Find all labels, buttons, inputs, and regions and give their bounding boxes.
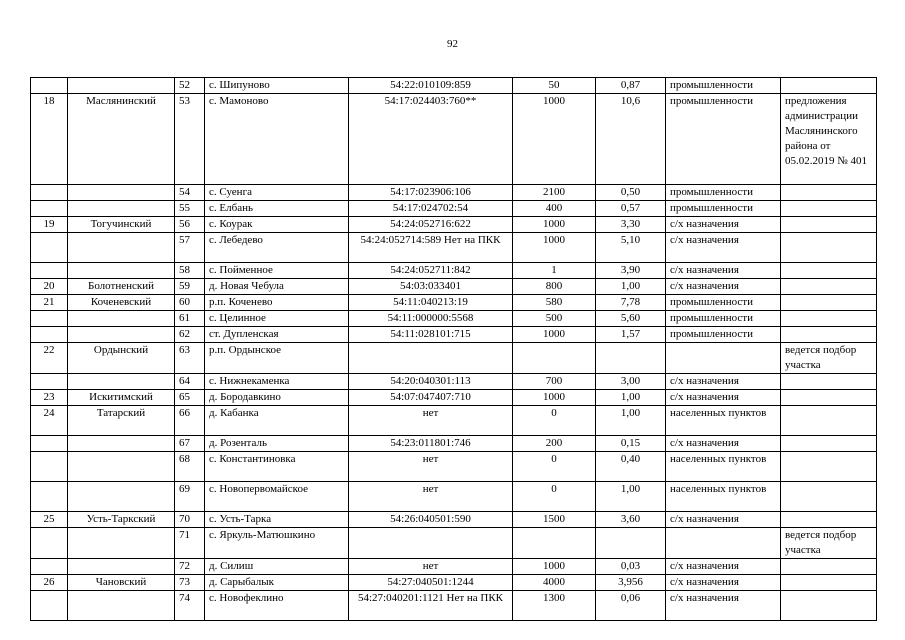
site-index-cell: 70 [175,512,205,528]
row-number-cell [31,185,68,201]
district-cell [68,201,175,217]
area-cell: 800 [513,279,596,295]
land-category-cell: промышленности [666,295,781,311]
site-index-cell: 56 [175,217,205,233]
note-cell [781,512,877,528]
land-category-cell: промышленности [666,78,781,94]
settlement-cell: с. Пойменное [205,263,349,279]
cadastral-number-cell: 54:24:052714:589 Нет на ПКК [349,233,513,263]
cadastral-number-cell: 54:27:040501:1244 [349,575,513,591]
table-row [31,343,877,374]
site-index-cell: 66 [175,406,205,436]
site-index-cell: 60 [175,295,205,311]
district-cell: Маслянинский [68,94,175,185]
district-cell [68,78,175,94]
cadastral-number-cell: 54:11:040213:19 [349,295,513,311]
area-cell: 1000 [513,327,596,343]
site-index-cell: 69 [175,482,205,512]
site-index-cell: 64 [175,374,205,390]
power-cell: 1,00 [596,406,666,436]
site-index-cell: 59 [175,279,205,295]
cadastral-number-cell: 54:26:040501:590 [349,512,513,528]
district-cell [68,263,175,279]
district-cell [68,482,175,512]
site-index-cell: 55 [175,201,205,217]
settlement-cell: д. Кабанка [205,406,349,436]
row-number-cell: 21 [31,295,68,311]
power-cell: 7,78 [596,295,666,311]
land-category-cell [666,343,781,374]
site-index-cell: 53 [175,94,205,185]
site-index-cell: 72 [175,559,205,575]
row-number-cell [31,452,68,482]
area-cell [513,343,596,374]
power-cell: 1,00 [596,279,666,295]
area-cell: 1000 [513,559,596,575]
settlement-cell: д. Силиш [205,559,349,575]
land-category-cell: с/х назначения [666,512,781,528]
note-cell [781,217,877,233]
row-number-cell: 19 [31,217,68,233]
row-number-cell [31,263,68,279]
area-cell: 1500 [513,512,596,528]
district-cell [68,436,175,452]
note-cell [781,327,877,343]
land-category-cell: населенных пунктов [666,482,781,512]
settlement-cell: ст. Дупленская [205,327,349,343]
cadastral-number-cell: 54:17:024702:54 [349,201,513,217]
district-cell [68,311,175,327]
district-cell: Усть-Таркский [68,512,175,528]
cadastral-number-cell: нет [349,452,513,482]
settlement-cell: с. Коурак [205,217,349,233]
table-row [31,201,877,217]
settlement-cell: д. Новая Чебула [205,279,349,295]
table-row [31,217,877,233]
power-cell: 0,87 [596,78,666,94]
site-index-cell: 62 [175,327,205,343]
table-row [31,263,877,279]
settlement-cell: с. Лебедево [205,233,349,263]
site-index-cell: 73 [175,575,205,591]
area-cell: 1300 [513,591,596,621]
table-row [31,559,877,575]
settlement-cell: р.п. Ордынское [205,343,349,374]
power-cell: 3,00 [596,374,666,390]
land-category-cell: промышленности [666,185,781,201]
area-cell: 700 [513,374,596,390]
district-cell: Болотненский [68,279,175,295]
power-cell: 3,30 [596,217,666,233]
cadastral-number-cell: 54:27:040201:1121 Нет на ПКК [349,591,513,621]
power-cell: 0,40 [596,452,666,482]
site-index-cell: 61 [175,311,205,327]
power-cell: 5,10 [596,233,666,263]
table-row [31,327,877,343]
area-cell: 200 [513,436,596,452]
area-cell: 500 [513,311,596,327]
site-index-cell: 57 [175,233,205,263]
land-category-cell: с/х назначения [666,436,781,452]
row-number-cell: 26 [31,575,68,591]
settlement-cell: д. Бородавкино [205,390,349,406]
land-category-cell: промышленности [666,94,781,185]
settlement-cell: с. Усть-Тарка [205,512,349,528]
table-row [31,311,877,327]
power-cell: 0,57 [596,201,666,217]
note-cell [781,390,877,406]
cadastral-number-cell: 54:17:023906:106 [349,185,513,201]
settlement-cell: с. Новофеклино [205,591,349,621]
note-cell [781,436,877,452]
table-row [31,482,877,512]
power-cell: 10,6 [596,94,666,185]
cadastral-number-cell: 54:20:040301:113 [349,374,513,390]
land-category-cell [666,528,781,559]
district-cell: Чановский [68,575,175,591]
note-cell [781,591,877,621]
district-cell: Татарский [68,406,175,436]
power-cell: 3,90 [596,263,666,279]
land-category-cell: населенных пунктов [666,406,781,436]
area-cell: 1000 [513,233,596,263]
row-number-cell: 18 [31,94,68,185]
note-cell: ведется подбор участка [781,343,877,374]
land-category-cell: с/х назначения [666,591,781,621]
land-category-cell: промышленности [666,327,781,343]
land-category-cell: с/х назначения [666,279,781,295]
land-category-cell: с/х назначения [666,233,781,263]
power-cell [596,343,666,374]
table-row [31,374,877,390]
note-cell [781,263,877,279]
site-index-cell: 54 [175,185,205,201]
table-row [31,575,877,591]
note-cell [781,452,877,482]
cadastral-number-cell: нет [349,559,513,575]
cadastral-number-cell: 54:03:033401 [349,279,513,295]
land-category-cell: промышленности [666,201,781,217]
settlement-cell: с. Яркуль-Матюшкино [205,528,349,559]
row-number-cell: 23 [31,390,68,406]
power-cell: 5,60 [596,311,666,327]
row-number-cell [31,436,68,452]
note-cell [781,78,877,94]
table-row [31,78,877,94]
row-number-cell [31,78,68,94]
row-number-cell [31,201,68,217]
cadastral-number-cell: 54:07:047407:710 [349,390,513,406]
cadastral-number-cell: 54:11:000000:5568 [349,311,513,327]
district-cell: Тогучинский [68,217,175,233]
table-row [31,295,877,311]
settlement-cell: р.п. Коченево [205,295,349,311]
land-category-cell: с/х назначения [666,575,781,591]
district-cell [68,452,175,482]
table-row [31,390,877,406]
page-number: 92 [447,38,458,50]
site-index-cell: 63 [175,343,205,374]
site-index-cell: 74 [175,591,205,621]
district-cell [68,327,175,343]
row-number-cell [31,591,68,621]
district-cell: Искитимский [68,390,175,406]
table-row [31,94,877,185]
district-cell [68,374,175,390]
power-cell: 0,03 [596,559,666,575]
land-category-cell: с/х назначения [666,263,781,279]
table-row [31,279,877,295]
area-cell: 50 [513,78,596,94]
site-index-cell: 68 [175,452,205,482]
land-category-cell: населенных пунктов [666,452,781,482]
land-category-cell: с/х назначения [666,217,781,233]
district-cell: Ордынский [68,343,175,374]
settlement-cell: с. Мамоново [205,94,349,185]
area-cell: 580 [513,295,596,311]
power-cell: 3,60 [596,512,666,528]
row-number-cell [31,559,68,575]
row-number-cell [31,327,68,343]
note-cell [781,575,877,591]
settlement-cell: д. Розенталь [205,436,349,452]
power-cell [596,528,666,559]
settlement-cell: с. Суенга [205,185,349,201]
land-category-cell: с/х назначения [666,559,781,575]
table-row [31,528,877,559]
settlement-cell: с. Новопервомайское [205,482,349,512]
row-number-cell: 20 [31,279,68,295]
settlement-cell: с. Константиновка [205,452,349,482]
land-category-cell: с/х назначения [666,374,781,390]
site-index-cell: 71 [175,528,205,559]
district-cell: Коченевский [68,295,175,311]
area-cell: 400 [513,201,596,217]
site-index-cell: 52 [175,78,205,94]
note-cell [781,295,877,311]
district-cell [68,528,175,559]
note-cell [781,311,877,327]
table-row [31,452,877,482]
cadastral-number-cell: 54:23:011801:746 [349,436,513,452]
power-cell: 1,00 [596,482,666,512]
area-cell: 2100 [513,185,596,201]
settlement-cell: с. Шипуново [205,78,349,94]
note-cell [781,279,877,295]
table-row [31,591,877,621]
area-cell: 0 [513,452,596,482]
note-cell: ведется подбор участка [781,528,877,559]
area-cell: 1 [513,263,596,279]
site-index-cell: 65 [175,390,205,406]
row-number-cell: 25 [31,512,68,528]
row-number-cell [31,528,68,559]
table-row [31,233,877,263]
district-cell [68,559,175,575]
table-row [31,436,877,452]
area-cell: 1000 [513,390,596,406]
row-number-cell: 24 [31,406,68,436]
cadastral-number-cell [349,343,513,374]
area-cell: 0 [513,406,596,436]
note-cell: предложения администрации Маслянинского района от 05.02.2019 № 401 [781,94,877,185]
row-number-cell [31,482,68,512]
power-cell: 1,57 [596,327,666,343]
district-cell [68,591,175,621]
area-cell: 1000 [513,217,596,233]
row-number-cell [31,233,68,263]
note-cell [781,185,877,201]
area-cell [513,528,596,559]
note-cell [781,374,877,390]
power-cell: 3,956 [596,575,666,591]
land-category-cell: с/х назначения [666,390,781,406]
cadastral-number-cell: 54:24:052716:622 [349,217,513,233]
site-index-cell: 58 [175,263,205,279]
note-cell [781,406,877,436]
district-cell [68,185,175,201]
cadastral-number-cell: нет [349,482,513,512]
cadastral-number-cell: 54:11:028101:715 [349,327,513,343]
settlement-cell: с. Елбань [205,201,349,217]
note-cell [781,233,877,263]
settlement-cell: с. Целинное [205,311,349,327]
table-row [31,512,877,528]
area-cell: 0 [513,482,596,512]
sites-table [30,77,877,621]
power-cell: 0,50 [596,185,666,201]
row-number-cell [31,374,68,390]
row-number-cell [31,311,68,327]
cadastral-number-cell: 54:24:052711:842 [349,263,513,279]
land-category-cell: промышленности [666,311,781,327]
cadastral-number-cell [349,528,513,559]
note-cell [781,559,877,575]
power-cell: 0,15 [596,436,666,452]
row-number-cell: 22 [31,343,68,374]
power-cell: 1,00 [596,390,666,406]
cadastral-number-cell: 54:22:010109:859 [349,78,513,94]
cadastral-number-cell: 54:17:024403:760** [349,94,513,185]
note-cell [781,482,877,512]
district-cell [68,233,175,263]
settlement-cell: д. Сарыбалык [205,575,349,591]
cadastral-number-cell: нет [349,406,513,436]
area-cell: 1000 [513,94,596,185]
site-index-cell: 67 [175,436,205,452]
note-cell [781,201,877,217]
area-cell: 4000 [513,575,596,591]
table-row [31,406,877,436]
table-row [31,185,877,201]
power-cell: 0,06 [596,591,666,621]
settlement-cell: с. Нижнекаменка [205,374,349,390]
